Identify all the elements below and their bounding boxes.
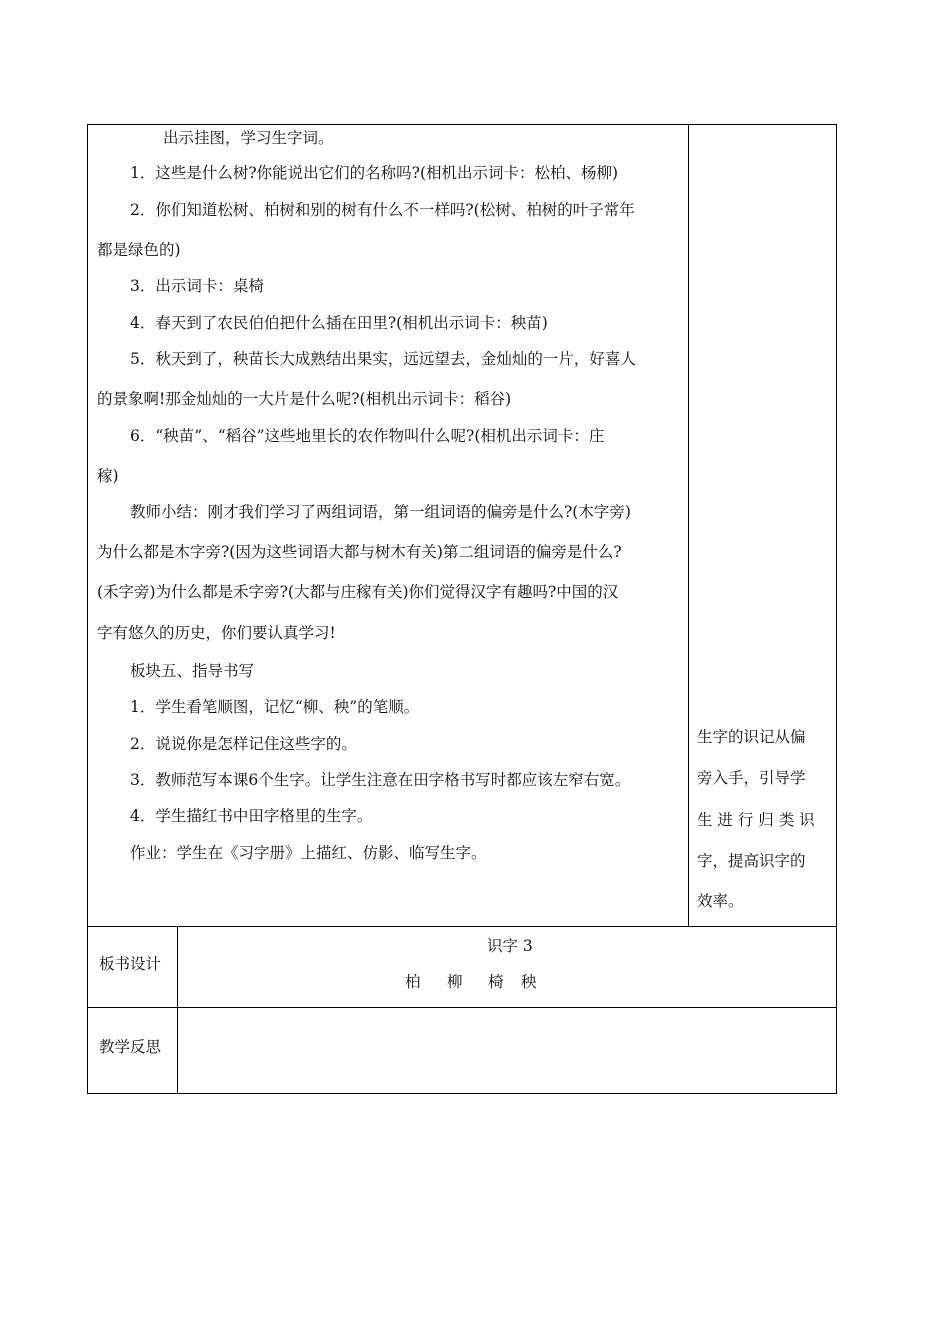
content-line: 3．教师范写本课6个生字。让学生注意在田字格书写时都应该左窄右宽。: [130, 771, 631, 789]
content-line: 3．出示词卡：桌椅: [130, 277, 264, 295]
content-line: (禾字旁)为什么都是禾字旁?(大都与庄稼有关)你们觉得汉字有趣吗?中国的汉: [97, 583, 619, 601]
content-line: 作业：学生在《习字册》上描红、仿影、临写生字。: [130, 844, 487, 862]
content-line: 1．这些是什么树?你能说出它们的名称吗?(相机出示词卡：松柏、杨柳): [130, 164, 619, 182]
row-divider-reflection: [87, 1007, 837, 1008]
content-line: 教师小结：刚才我们学习了两组词语，第一组词语的偏旁是什么?(木字旁): [130, 503, 631, 521]
content-line: 为什么都是木字旁?(因为这些词语大都与树木有关)第二组词语的偏旁是什么?: [97, 543, 622, 561]
side-note-line: 旁入手，引导学: [697, 769, 806, 787]
board-char: 柳: [447, 973, 463, 991]
side-note-line: 生字的识记从偏: [697, 728, 806, 746]
content-line: 2．你们知道松树、柏树和别的树有什么不一样吗?(松树、柏树的叶子常年: [130, 201, 635, 219]
notes-column-divider: [688, 124, 689, 927]
board-char: 秧: [521, 973, 537, 991]
content-line: 稼): [97, 467, 119, 485]
board-design-title: 识字 3: [487, 937, 533, 955]
content-line: 都是绿色的): [97, 241, 181, 259]
content-line: 4．学生描红书中田字格里的生字。: [130, 807, 373, 825]
side-note-line: 生 进 行 归 类 识: [697, 811, 815, 829]
reflection-label: 教学反思: [99, 1038, 162, 1056]
content-line: 2．说说你是怎样记住这些字的。: [130, 735, 357, 753]
board-char: 柏: [405, 973, 421, 991]
content-line: 5．秋天到了，秧苗长大成熟结出果实，远远望去，金灿灿的一片，好喜人: [130, 350, 636, 368]
content-line: 字有悠久的历史，你们要认真学习!: [97, 624, 336, 642]
row-divider-board: [87, 926, 837, 927]
lesson-table: [87, 124, 837, 1094]
content-line: 的景象啊!那金灿灿的一大片是什么呢?(相机出示词卡：稻谷): [97, 390, 512, 408]
content-line: 4．春天到了农民伯伯把什么插在田里?(相机出示词卡：秧苗): [130, 314, 548, 332]
content-line: 板块五、指导书写: [130, 662, 255, 680]
board-design-label: 板书设计: [99, 955, 162, 973]
side-note-line: 字，提高识字的: [697, 852, 806, 870]
content-line: 出示挂图，学习生字词。: [163, 129, 334, 147]
content-line: 6．“秧苗”、“稻谷”这些地里长的农作物叫什么呢?(相机出示词卡：庄: [130, 427, 605, 445]
side-note-line: 效率。: [697, 892, 744, 910]
content-line: 1．学生看笔顺图，记忆“柳、秧”的笔顺。: [130, 698, 420, 716]
board-char: 椅: [488, 973, 504, 991]
label-column-divider: [177, 926, 178, 1094]
